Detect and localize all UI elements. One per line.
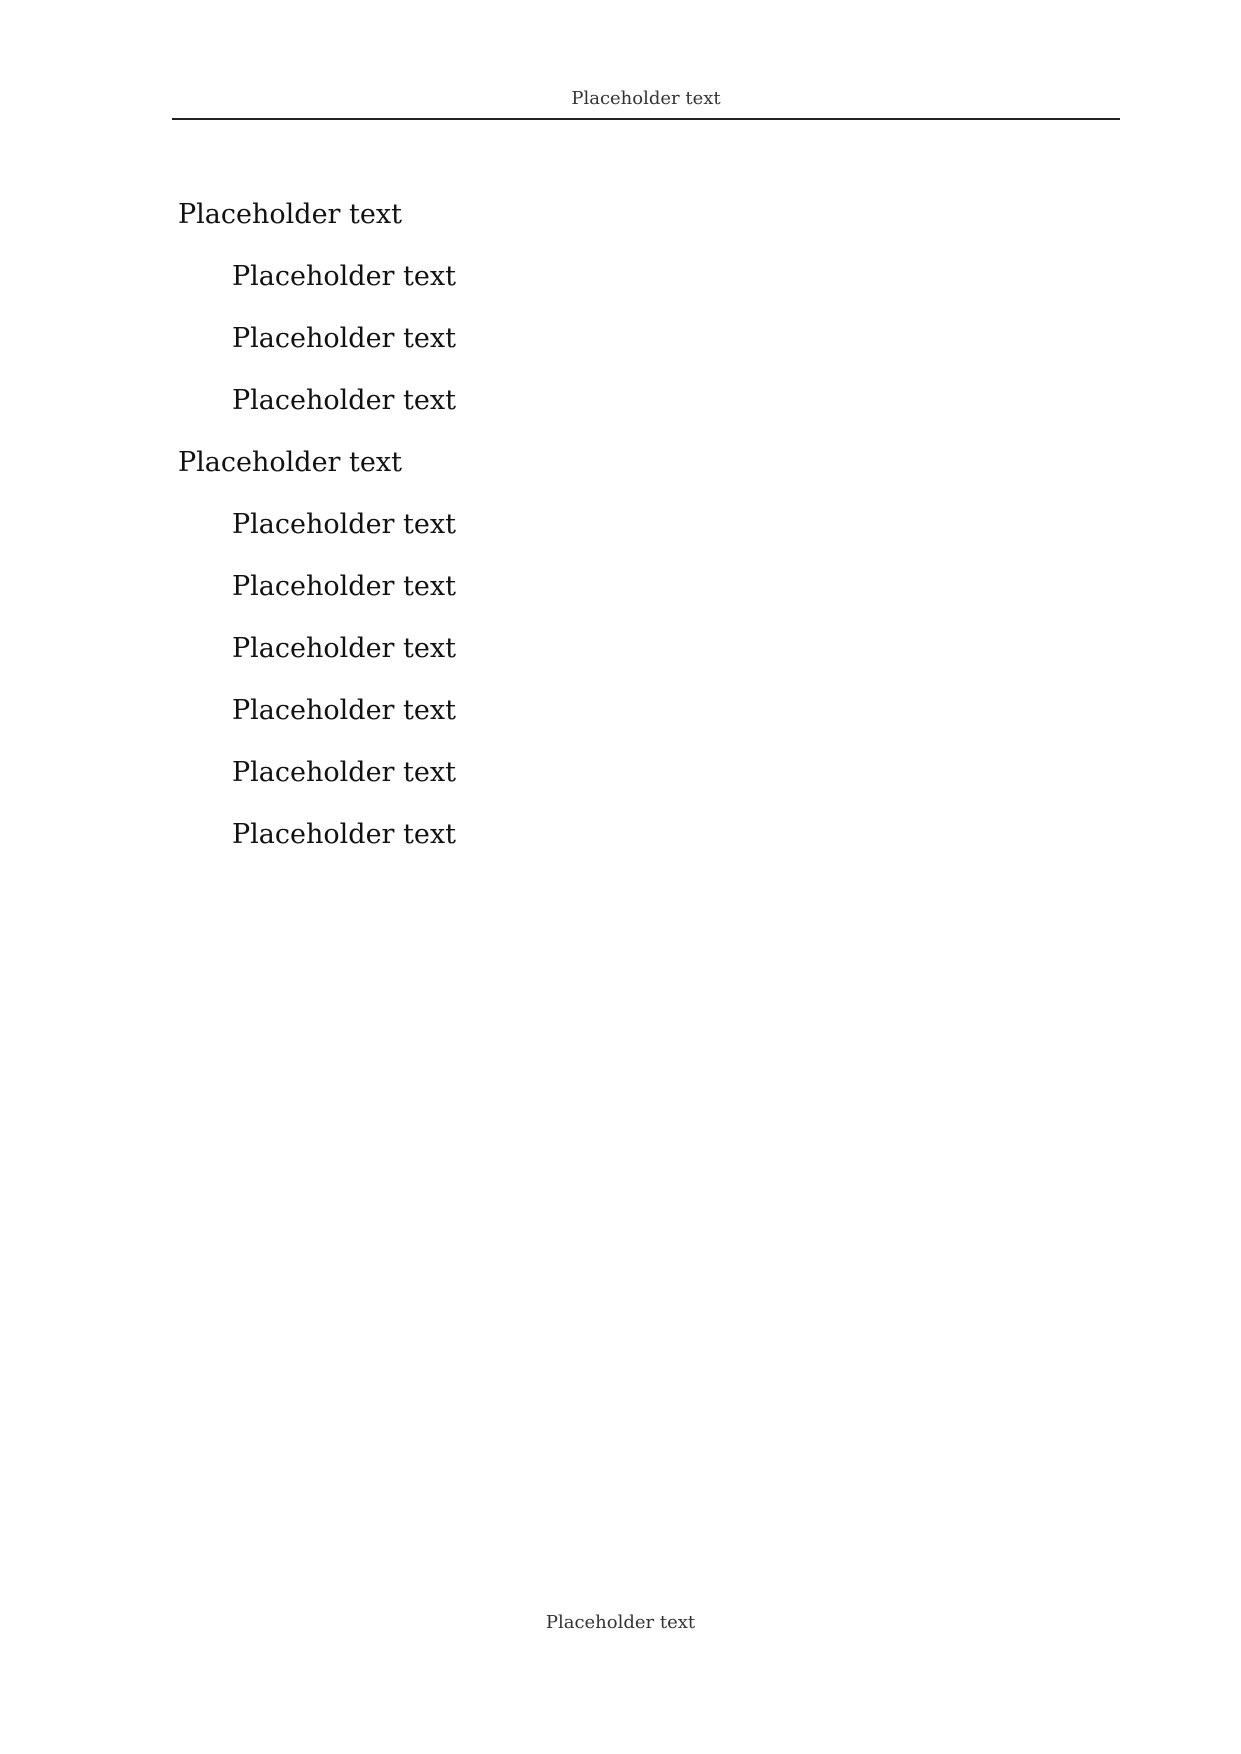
section-heading: Placeholder text [178,199,402,230]
paragraph: Placeholder text [232,695,456,726]
section-heading: Placeholder text [178,447,402,478]
page-footer [0,1612,1241,1633]
paragraph: Placeholder text [232,757,456,788]
page-body [178,184,1116,866]
section-2 [178,432,1116,866]
paragraph: Placeholder text [232,633,456,664]
page-number: Placeholder text [545,1612,696,1633]
paragraph: Placeholder text [232,385,456,416]
header-title: Placeholder text [571,88,721,109]
paragraph: Placeholder text [232,323,456,354]
paragraph: Placeholder text [232,261,456,292]
page-header [172,86,1120,120]
paragraph: Placeholder text [232,819,456,850]
section-1 [178,184,1116,432]
paragraph: Placeholder text [232,509,456,540]
paragraph: Placeholder text [232,571,456,602]
